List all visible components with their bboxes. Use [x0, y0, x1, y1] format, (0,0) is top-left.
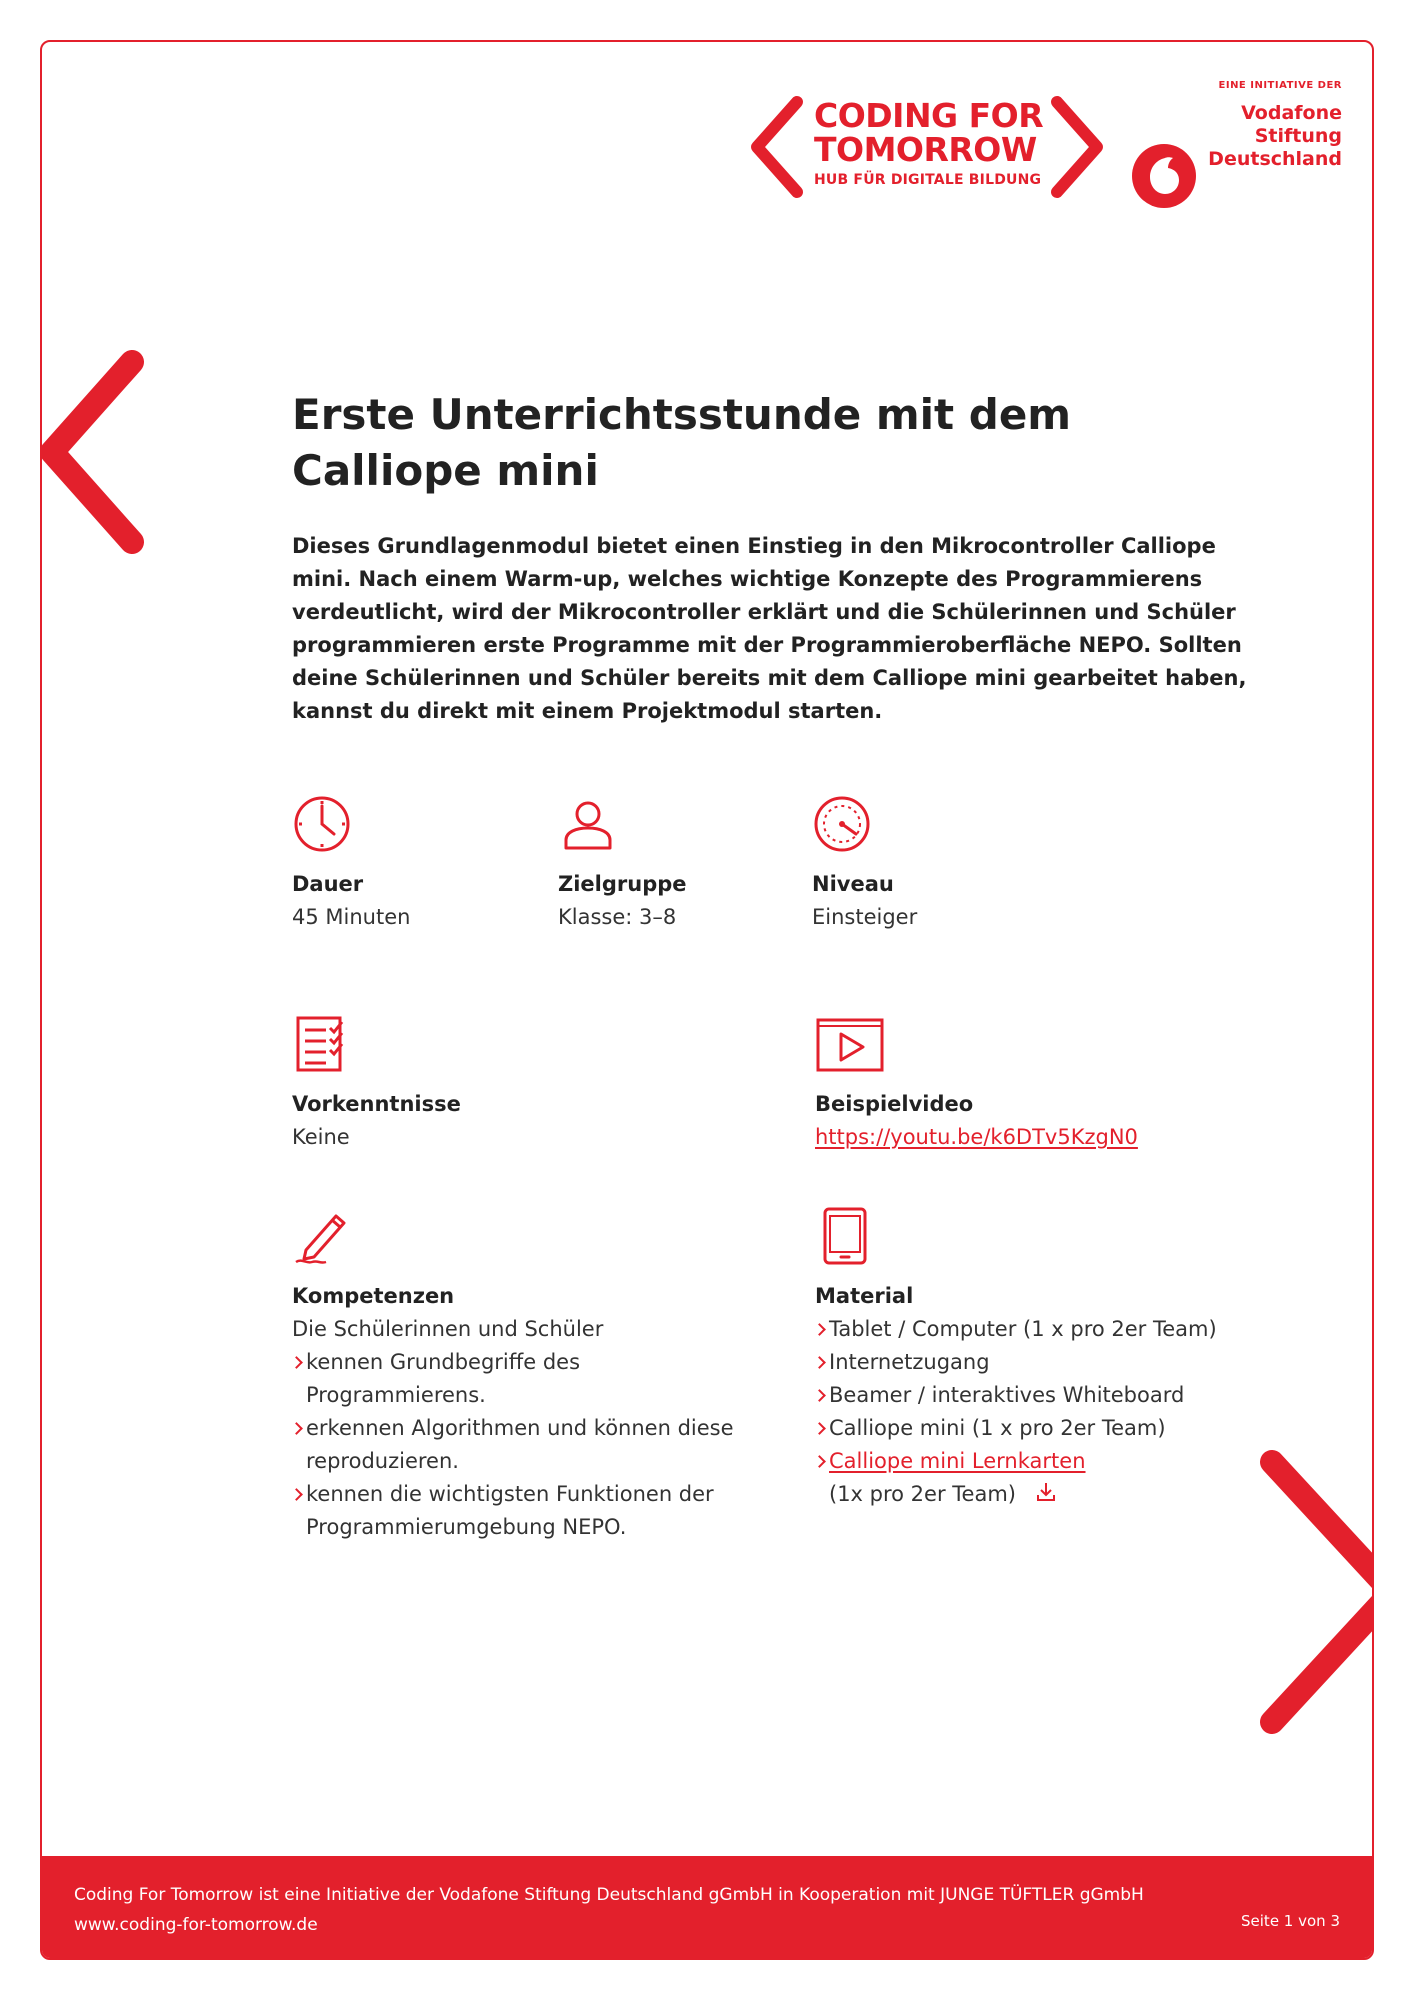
kompetenzen-intro: Die Schülerinnen und Schüler: [292, 1317, 604, 1341]
vodafone-speechmark-icon: [1132, 144, 1196, 208]
info-kompetenzen: [292, 1206, 762, 1544]
coding-for-tomorrow-logo[interactable]: [742, 72, 1122, 202]
video-play-icon: [815, 1014, 885, 1074]
lernkarten-note-row: [815, 1478, 1255, 1511]
info-material: [815, 1206, 1255, 1511]
logo-name-line2: Stiftung: [1254, 125, 1342, 147]
list-item: Tablet / Computer (1 x pro 2er Team): [815, 1313, 1255, 1346]
list-item: Beamer / interaktives Whiteboard: [815, 1379, 1255, 1412]
material-label: Material: [815, 1284, 914, 1308]
list-item: kennen die wichtigsten Funktionen der Programmierumgebung NEPO.: [292, 1478, 762, 1544]
lernkarten-link[interactable]: Calliope mini Lernkarten: [829, 1449, 1086, 1473]
pencil-icon: [292, 1206, 352, 1266]
zielgruppe-value: Klasse: 3–8: [558, 905, 677, 929]
beispielvideo-link[interactable]: https://youtu.be/k6DTv5KzgN0: [815, 1125, 1138, 1149]
tablet-icon: [815, 1206, 875, 1266]
logo-bracket-left-icon: [742, 92, 812, 202]
page-title: Erste Unterrichtsstunde mit dem Calliope mini: [292, 390, 1072, 495]
checklist-icon: [292, 1014, 352, 1074]
dauer-value: 45 Minuten: [292, 905, 411, 929]
footer-text: [74, 1880, 1144, 1940]
logo-name-line1: Vodafone: [1241, 102, 1342, 124]
niveau-value: Einsteiger: [812, 905, 918, 929]
vodafone-stiftung-logo[interactable]: [1132, 80, 1342, 210]
kompetenzen-label: Kompetenzen: [292, 1284, 455, 1308]
info-vorkenntnisse: [292, 1014, 592, 1154]
logo-name: [1192, 102, 1342, 171]
vorkenntnisse-value: Keine: [292, 1125, 350, 1149]
zielgruppe-label: Zielgruppe: [558, 872, 687, 896]
logo-tagline: EINE INITIATIVE DER: [1218, 80, 1342, 91]
logo-text-line2: TOMORROW: [814, 130, 1037, 169]
list-item: kennen Grundbegriffe des Programmierens.: [292, 1346, 762, 1412]
vorkenntnisse-label: Vorkenntnisse: [292, 1092, 461, 1116]
logo-bracket-right-icon: [1042, 92, 1112, 202]
list-item: [815, 1445, 1255, 1478]
gauge-icon: [812, 794, 872, 854]
clock-icon: [292, 794, 352, 854]
page-number: Seite 1 von 3: [1241, 1912, 1340, 1930]
info-dauer: [292, 794, 512, 934]
logo-name-line3: Deutschland: [1208, 148, 1342, 170]
list-item: erkennen Algorithmen und können diese reproduzieren.: [292, 1412, 762, 1478]
kompetenzen-list: [292, 1346, 762, 1544]
material-list: [815, 1313, 1255, 1478]
footer-website-link[interactable]: www.coding-for-tomorrow.de: [74, 1915, 318, 1935]
info-beispielvideo: [815, 1014, 1215, 1154]
page-footer: [42, 1856, 1372, 1958]
footer-line1: Coding For Tomorrow ist eine Initiative der Vodafone Stiftung Deutschland gGmbH in Kooperation mit JUNGE TÜFTLER gGmbH: [74, 1885, 1144, 1905]
logo-text-line1: CODING FOR: [814, 96, 1044, 135]
beispielvideo-label: Beispielvideo: [815, 1092, 974, 1116]
chevron-right-decoration-icon: [1242, 1422, 1374, 1742]
list-item: Calliope mini (1 x pro 2er Team): [815, 1412, 1255, 1445]
person-icon: [558, 794, 618, 854]
beispielvideo-value: [815, 1121, 1215, 1154]
info-zielgruppe: [558, 794, 778, 934]
logo-text-line3: HUB FÜR DIGITALE BILDUNG: [814, 172, 1042, 188]
chevron-left-decoration-icon: [40, 342, 152, 602]
intro-paragraph: Dieses Grundlagenmodul bietet einen Einstieg in den Mikrocontroller Calliope mini. Nach einem Warm-up, welches wichtige Konzepte des Programmierens verdeutlicht, wird der Mikrocontroller erklärt und die Schülerinnen und Schüler programmieren erste Programme mit der Programmieroberfläche NEPO. Sollten deine Schülerinnen und Schüler bereits mit dem Calliope mini gearbeitet haben, kannst du direkt mit einem Projektmodul starten.: [292, 534, 1247, 723]
dauer-label: Dauer: [292, 872, 364, 896]
download-icon[interactable]: [1035, 1481, 1057, 1503]
lernkarten-note: (1x pro 2er Team): [829, 1482, 1016, 1506]
page-frame: [40, 40, 1374, 1960]
list-item: Internetzugang: [815, 1346, 1255, 1379]
info-niveau: [812, 794, 1032, 934]
niveau-label: Niveau: [812, 872, 894, 896]
